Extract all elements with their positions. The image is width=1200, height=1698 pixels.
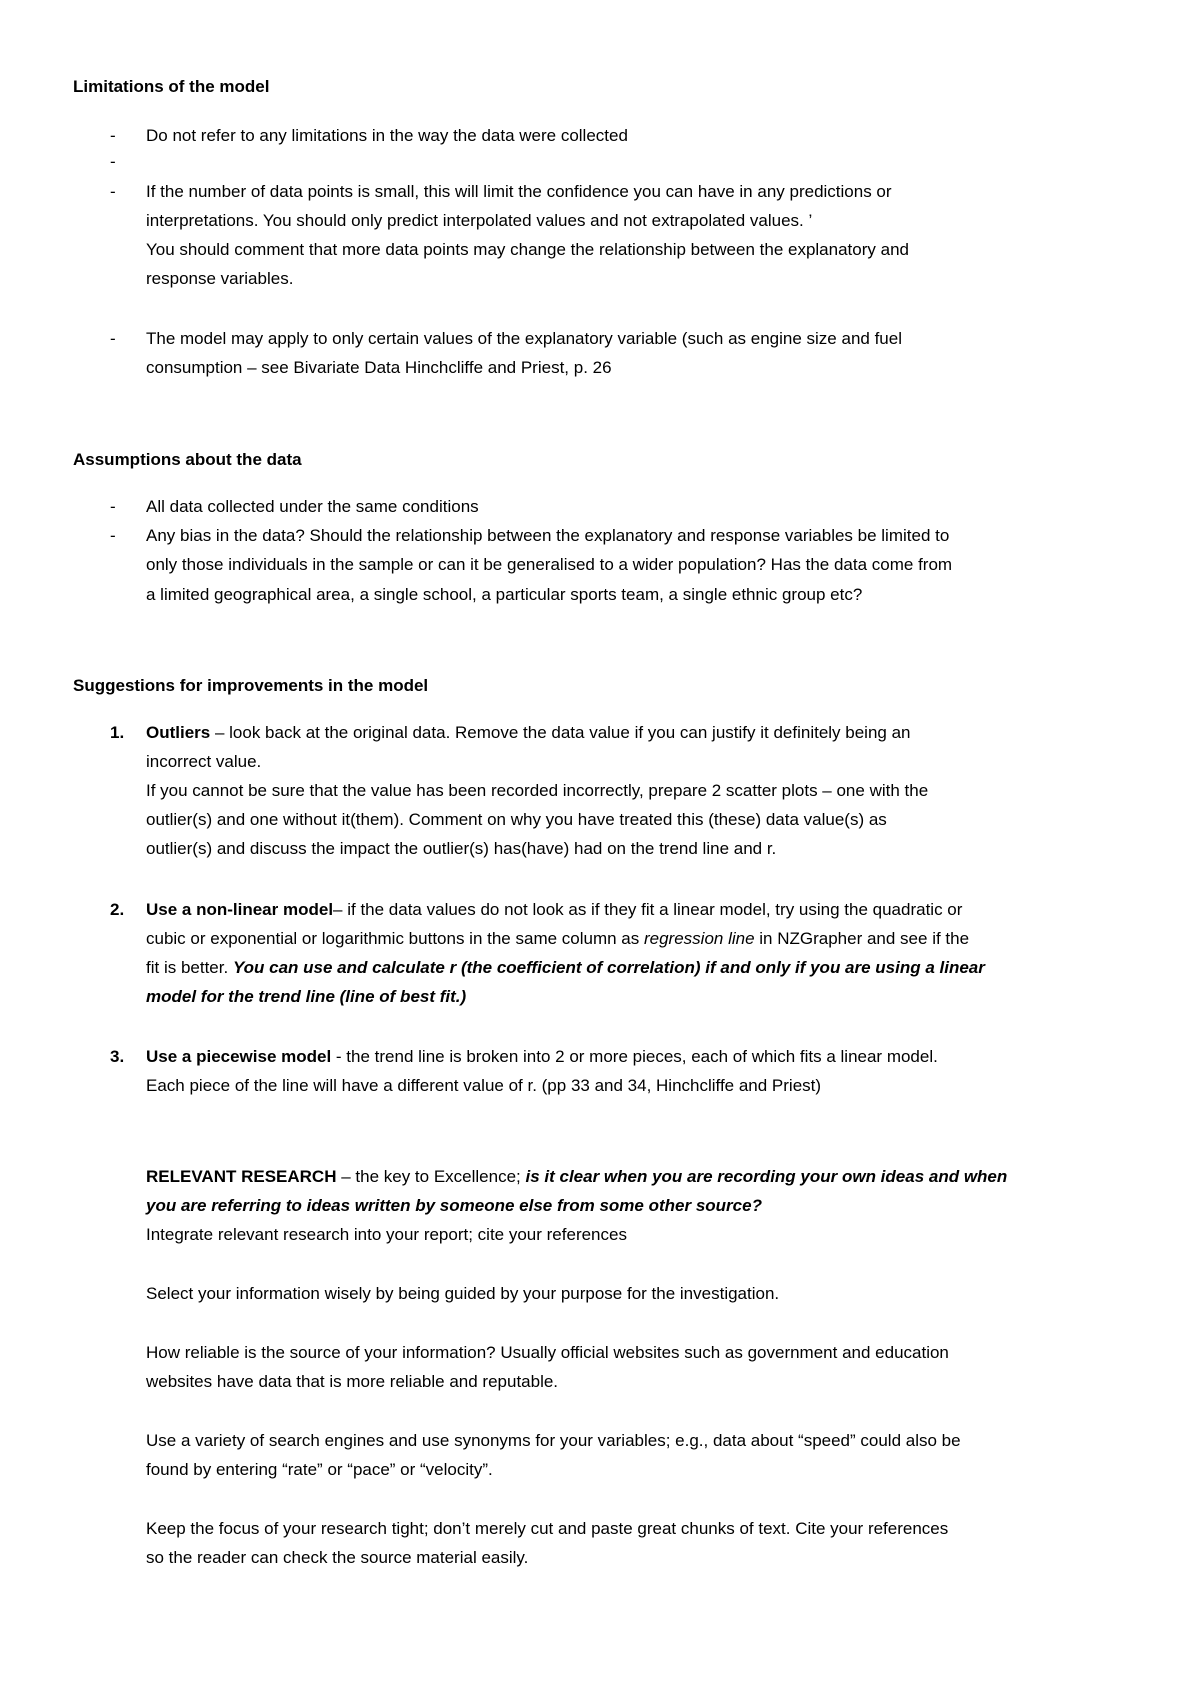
suggestion-2-line-4 (146, 982, 466, 1011)
list-number: 2. (110, 900, 125, 919)
limitations-heading: Limitations of the model (73, 77, 270, 96)
bullet-dash: - (110, 126, 116, 145)
list-number: 3. (110, 1047, 125, 1066)
research-text: – the key to Excellence; (336, 1167, 526, 1186)
suggestion-1-title: Outliers (146, 723, 211, 742)
research-paragraph-3-line-2: websites have data that is more reliable and reputable. (146, 1372, 559, 1391)
suggestion-2-text-c: fit is better. (146, 958, 233, 977)
suggestion-2-line-3 (146, 953, 985, 982)
suggestion-2-text-a: cubic or exponential or logarithmic buttons in the same column as (146, 929, 644, 948)
assumptions-item-2-line-1: Any bias in the data? Should the relationship between the explanatory and response variables be limited to (146, 526, 950, 545)
limitations-item-4-line-1: The model may apply to only certain values of the explanatory variable (such as engine size and fuel (146, 329, 902, 348)
research-paragraph-5-line-2: so the reader can check the source material easily. (146, 1548, 529, 1567)
bullet-dash: - (110, 329, 116, 348)
suggestion-1-line-1 (146, 718, 911, 747)
bullet-dash: - (110, 526, 116, 545)
suggestion-1-line-4: outlier(s) and one without it(them). Comment on why you have treated this (these) data value(s) as (146, 810, 887, 829)
research-question: is it clear when you are recording your own ideas and when (525, 1167, 1008, 1186)
suggestion-2-emphasis-2: model for the trend line (line of best fit.) (146, 987, 467, 1006)
research-paragraph-4-line-2: found by entering “rate” or “pace” or “velocity”. (146, 1460, 493, 1479)
research-line-2 (146, 1191, 762, 1220)
research-title: RELEVANT RESEARCH (146, 1167, 337, 1186)
regression-line-term: regression line (643, 929, 755, 948)
suggestion-3-text: - the trend line is broken into 2 or more pieces, each of which fits a linear model. (331, 1047, 938, 1066)
limitations-item-3-line-4: response variables. (146, 269, 294, 288)
assumptions-item-2-line-2: only those individuals in the sample or can it be generalised to a wider population? Has the data come from (146, 555, 953, 574)
suggestion-1-text: – look back at the original data. Remove the data value if you can justify it definitely being an (210, 723, 911, 742)
suggestion-2-emphasis: You can use and calculate r (the coefficient of correlation) if and only if you are using a linear (232, 958, 985, 977)
suggestion-3-line-2: Each piece of the line will have a different value of r. (pp 33 and 34, Hinchcliffe and Priest) (146, 1076, 822, 1095)
suggestion-1-line-5: outlier(s) and discuss the impact the outlier(s) has(have) had on the trend line and r. (146, 839, 777, 858)
suggestion-2-text-b: in NZGrapher and see if the (754, 929, 970, 948)
assumptions-item-2-line-3: a limited geographical area, a single school, a particular sports team, a single ethnic group etc? (146, 585, 863, 604)
research-paragraph-3-line-1: How reliable is the source of your information? Usually official websites such as government and education (146, 1343, 949, 1362)
bullet-dash: - (110, 152, 116, 171)
suggestion-3-line-1 (146, 1042, 938, 1071)
research-paragraph-2: Select your information wisely by being guided by your purpose for the investigation. (146, 1284, 780, 1303)
suggestions-heading: Suggestions for improvements in the model (73, 676, 429, 695)
limitations-item-1: Do not refer to any limitations in the way the data were collected (146, 126, 628, 145)
limitations-item-3-line-1: If the number of data points is small, this will limit the confidence you can have in any predictions or (146, 182, 892, 201)
bullet-dash: - (110, 497, 116, 516)
suggestion-3-title: Use a piecewise model (146, 1047, 332, 1066)
suggestion-2-line-2 (146, 924, 969, 953)
research-paragraph-4-line-1: Use a variety of search engines and use synonyms for your variables; e.g., data about “speed” could also be (146, 1431, 961, 1450)
suggestion-2-title: Use a non-linear model (146, 900, 334, 919)
research-paragraph-5-line-1: Keep the focus of your research tight; don’t merely cut and paste great chunks of text. Cite your references (146, 1519, 949, 1538)
suggestion-2-line-1 (146, 895, 962, 924)
bullet-dash: - (110, 182, 116, 201)
limitations-item-3-line-3: You should comment that more data points may change the relationship between the explanatory and (146, 240, 909, 259)
research-line-1 (146, 1162, 1007, 1191)
list-number: 1. (110, 723, 125, 742)
research-question-2: you are referring to ideas written by someone else from some other source? (146, 1196, 762, 1215)
limitations-item-4-line-2: consumption – see Bivariate Data Hinchcliffe and Priest, p. 26 (146, 358, 612, 377)
research-line-3: Integrate relevant research into your report; cite your references (146, 1225, 627, 1244)
suggestion-2-text: – if the data values do not look as if they fit a linear model, try using the quadratic or (333, 900, 963, 919)
suggestion-1-line-3: If you cannot be sure that the value has been recorded incorrectly, prepare 2 scatter plots – one with the (146, 781, 929, 800)
assumptions-item-1: All data collected under the same conditions (146, 497, 479, 516)
limitations-item-3-line-2: interpretations. You should only predict interpolated values and not extrapolated values. ’ (146, 211, 813, 230)
suggestion-1-line-2: incorrect value. (146, 752, 262, 771)
assumptions-heading: Assumptions about the data (73, 450, 302, 469)
